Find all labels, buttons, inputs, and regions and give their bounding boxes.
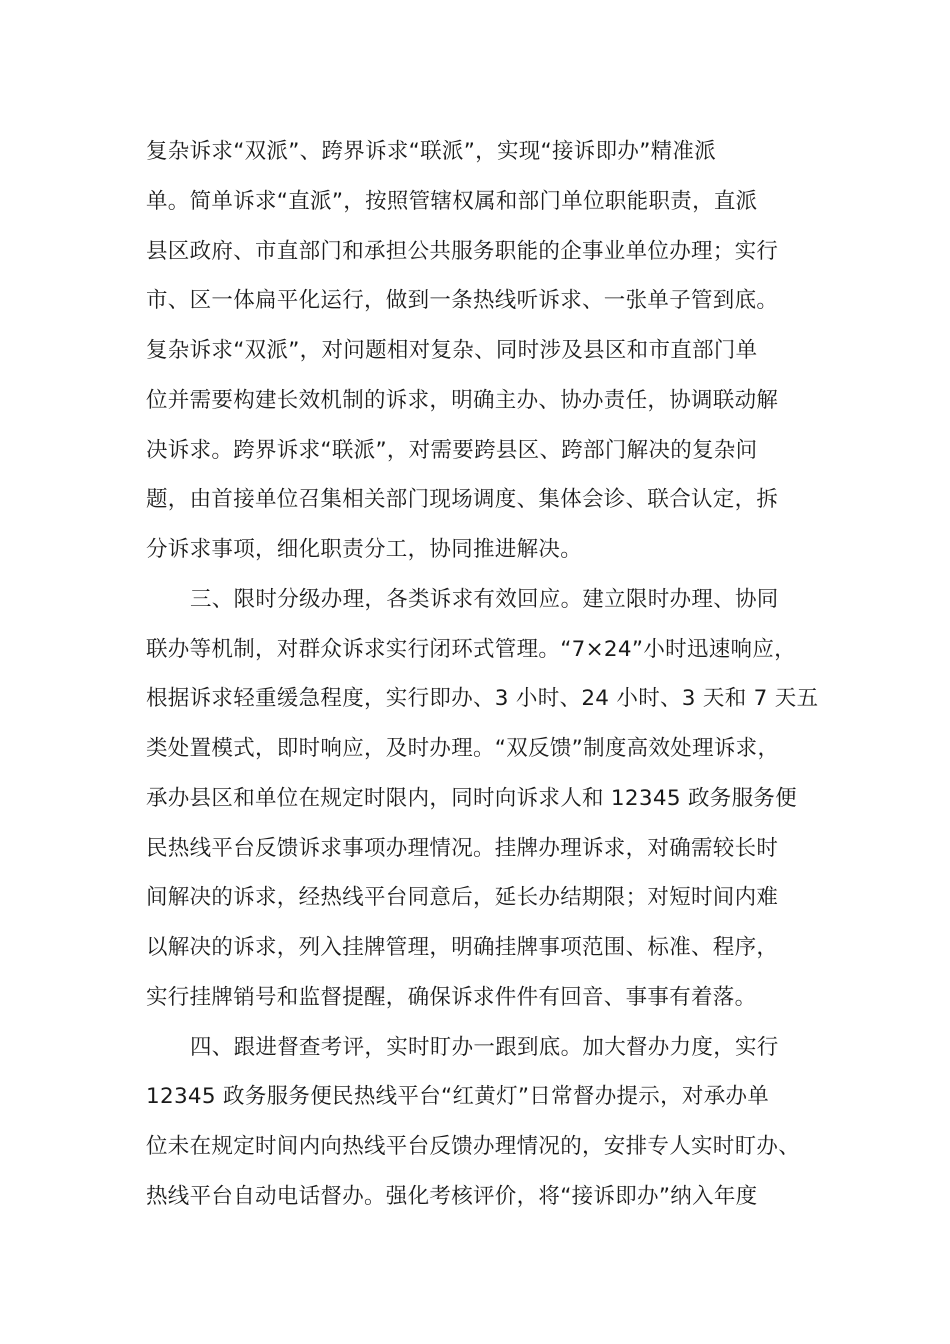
text-line: 以解决的诉求，列入挂牌管理，明确挂牌事项范围、标准、程序，: [146, 935, 779, 960]
text-line: 决诉求。跨界诉求“联派”，对需要跨县区、跨部门解决的复杂问: [146, 438, 758, 463]
paragraph-start-line: 四、跟进督查考评，实时盯办一跟到底。加大督办力度，实行: [190, 1035, 779, 1060]
text-line: 单。简单诉求“直派”，按照管辖权属和部门单位职能职责，直派: [146, 189, 758, 214]
text-line: 题，由首接单位召集相关部门现场调度、集体会诊、联合认定，拆: [146, 487, 779, 512]
text-line: 12345 政务服务便民热线平台“红黄灯”日常督办提示，对承办单: [146, 1084, 770, 1109]
text-line: 根据诉求轻重缓急程度，实行即办、3 小时、24 小时、3 天和 7 天五: [146, 686, 819, 711]
text-line: 民热线平台反馈诉求事项办理情况。挂牌办理诉求，对确需较长时: [146, 836, 779, 861]
paragraph-start-line: 三、限时分级办理，各类诉求有效回应。建立限时办理、协同: [190, 587, 779, 612]
text-line: 复杂诉求“双派”、跨界诉求“联派”，实现“接诉即办”精准派: [146, 139, 717, 164]
text-line: 间解决的诉求，经热线平台同意后，延长办结期限；对短时间内难: [146, 885, 779, 910]
text-line: 市、区一体扁平化运行，做到一条热线听诉求、一张单子管到底。: [146, 288, 779, 313]
text-line: 位并需要构建长效机制的诉求，明确主办、协办责任，协调联动解: [146, 388, 779, 413]
text-line: 实行挂牌销号和监督提醒，确保诉求件件有回音、事事有着落。: [146, 985, 757, 1010]
text-line: 位未在规定时间内向热线平台反馈办理情况的，安排专人实时盯办、: [146, 1134, 801, 1159]
text-line: 分诉求事项，细化职责分工，协同推进解决。: [146, 537, 583, 562]
text-line: 热线平台自动电话督办。强化考核评价，将“接诉即办”纳入年度: [146, 1184, 758, 1209]
text-line: 复杂诉求“双派”，对问题相对复杂、同时涉及县区和市直部门单: [146, 338, 758, 363]
text-line: 县区政府、市直部门和承担公共服务职能的企事业单位办理；实行: [146, 239, 779, 264]
text-line: 承办县区和单位在规定时限内，同时向诉求人和 12345 政务服务便: [146, 786, 797, 811]
text-line: 联办等机制，对群众诉求实行闭环式管理。“7×24”小时迅速响应，: [146, 637, 796, 662]
text-line: 类处置模式，即时响应，及时办理。“双反馈”制度高效处理诉求，: [146, 736, 780, 761]
